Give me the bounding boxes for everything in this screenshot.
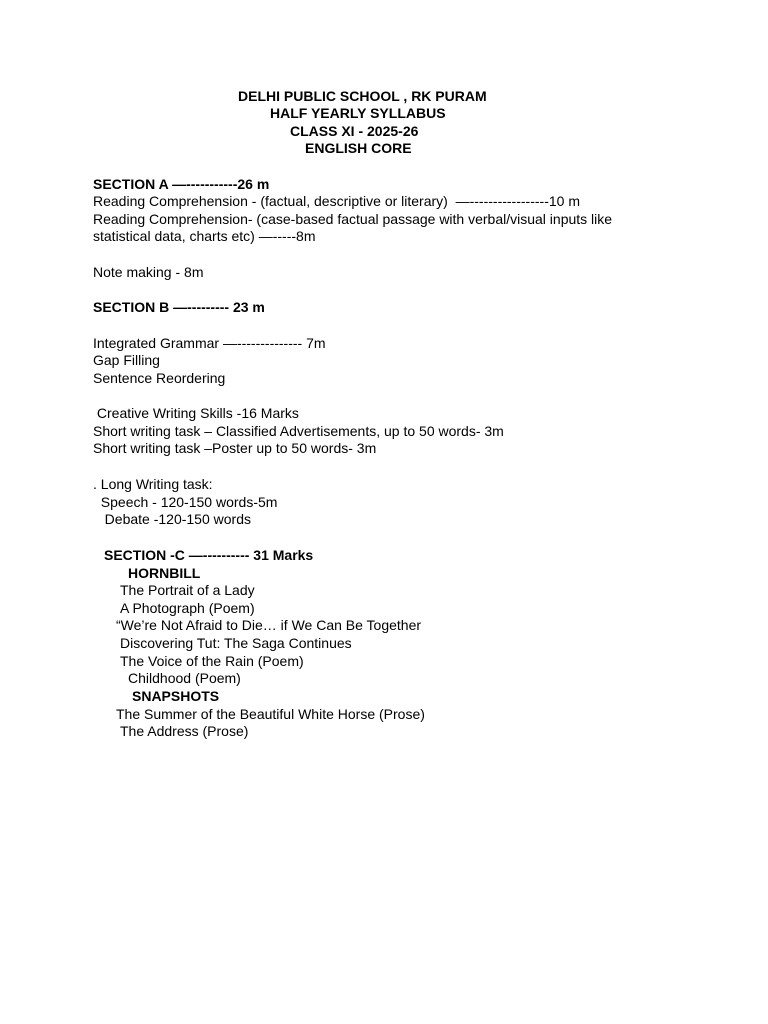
long-writing-item: . Long Writing task: [93, 476, 213, 492]
grammar-item: Gap Filling [93, 352, 160, 368]
class-title: CLASS XI - 2025-26 [290, 123, 419, 139]
hornbill-item: “We’re Not Afraid to Die… if We Can Be Together [116, 617, 422, 633]
subject-title: ENGLISH CORE [305, 140, 412, 156]
school-name: DELHI PUBLIC SCHOOL , RK PURAM [238, 88, 487, 104]
snapshots-item: The Address (Prose) [120, 723, 249, 739]
section-a-item: Reading Comprehension - (factual, descriptive or literary) —-----------------10 m [93, 193, 580, 209]
creative-writing-item: Short writing task –Poster up to 50 words- 3m [93, 440, 377, 456]
hornbill-heading: HORNBILL [128, 565, 201, 581]
hornbill-item: The Voice of the Rain (Poem) [120, 653, 304, 669]
snapshots-heading: SNAPSHOTS [132, 688, 220, 704]
hornbill-item: The Portrait of a Lady [120, 582, 255, 598]
hornbill-item: A Photograph (Poem) [120, 600, 255, 616]
snapshots-item: The Summer of the Beautiful White Horse (Prose) [116, 706, 425, 722]
note-making: Note making - 8m [93, 264, 204, 280]
grammar-item: Integrated Grammar —-------------- 7m [93, 335, 326, 351]
section-c-heading: SECTION -C —---------- 31 Marks [104, 547, 314, 563]
grammar-item: Sentence Reordering [93, 370, 226, 386]
long-writing-item: Debate -120-150 words [93, 511, 251, 527]
hornbill-item: Childhood (Poem) [128, 670, 241, 686]
creative-writing-item: Creative Writing Skills -16 Marks [93, 405, 299, 421]
section-a-heading: SECTION A —-----------26 m [93, 176, 270, 192]
section-a-item: Reading Comprehension- (case-based factual passage with verbal/visual inputs like [93, 211, 613, 227]
syllabus-title: HALF YEARLY SYLLABUS [270, 105, 446, 121]
section-a-item: statistical data, charts etc) —-----8m [93, 228, 316, 244]
section-b-heading: SECTION B —--------- 23 m [93, 299, 265, 315]
long-writing-item: Speech - 120-150 words-5m [93, 494, 278, 510]
hornbill-item: Discovering Tut: The Saga Continues [120, 635, 352, 651]
creative-writing-item: Short writing task – Classified Advertisements, up to 50 words- 3m [93, 423, 504, 439]
